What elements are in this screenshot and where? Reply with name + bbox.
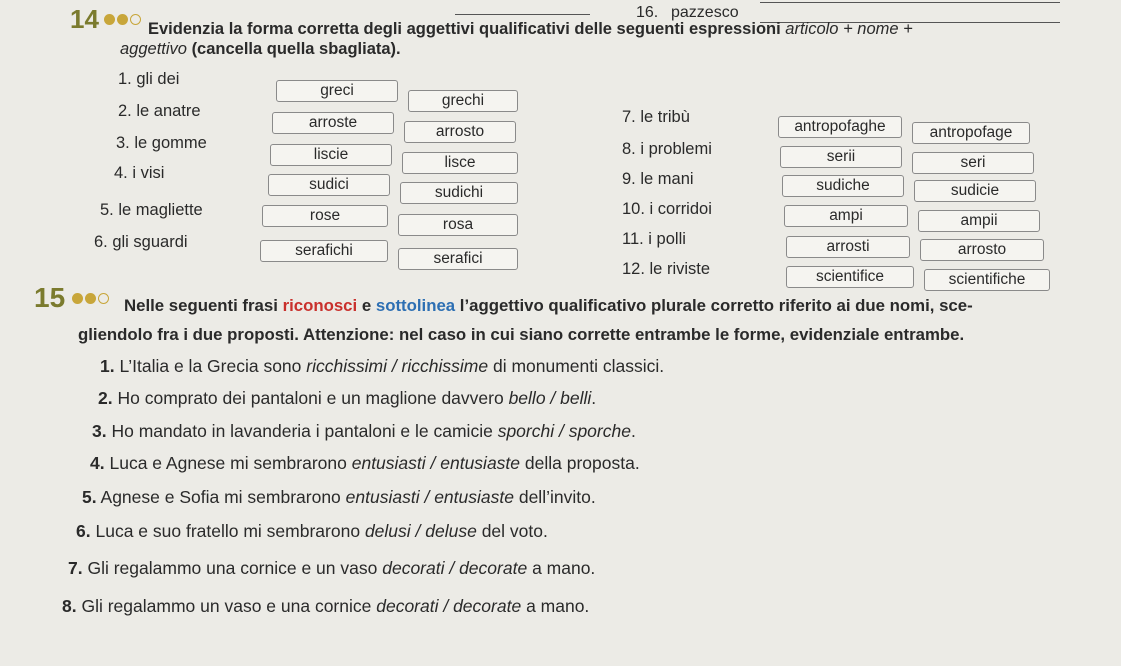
- option-a[interactable]: arroste: [272, 112, 394, 134]
- answer-line-16b: [760, 2, 1060, 3]
- dot-empty-icon: [130, 14, 141, 25]
- option-a[interactable]: serii: [780, 146, 902, 168]
- option-a[interactable]: ampi: [784, 205, 908, 227]
- sentence-item: 2. Ho comprato dei pantaloni e un maglione davvero bello / belli.: [98, 388, 597, 408]
- dot-full-icon: [72, 293, 83, 304]
- sentence-item: 5. Agnese e Sofia mi sembrarono entusiasti / entusiaste dell’invito.: [82, 487, 596, 507]
- option-a[interactable]: greci: [276, 80, 398, 102]
- option-b[interactable]: lisce: [402, 152, 518, 174]
- sentence-item: 6. Luca e suo fratello mi sembrarono delusi / deluse del voto.: [76, 521, 548, 541]
- option-a[interactable]: liscie: [270, 144, 392, 166]
- dot-full-icon: [104, 14, 115, 25]
- adjective-options[interactable]: entusiasti / entusiaste: [351, 453, 521, 473]
- option-b[interactable]: arrosto: [920, 239, 1044, 261]
- item-label: 12. le riviste: [622, 260, 711, 278]
- item-label: 11. i polli: [622, 230, 686, 248]
- adjective-options[interactable]: entusiasti / entusiaste: [345, 487, 514, 507]
- option-b[interactable]: antropofage: [912, 122, 1030, 144]
- adjective-options[interactable]: decorati / decorate: [376, 596, 522, 616]
- item-label: 8. i problemi: [622, 140, 712, 158]
- answer-line-top: [455, 14, 590, 15]
- option-b[interactable]: seri: [912, 152, 1034, 174]
- option-a[interactable]: sudiche: [782, 175, 904, 197]
- exercise-14-instruction-line2: aggettivo (cancella quella sbagliata).: [120, 40, 401, 58]
- item-label: 6. gli sguardi: [94, 233, 188, 251]
- option-b[interactable]: arrosto: [404, 121, 516, 143]
- item-label: 5. le magliette: [100, 201, 203, 219]
- difficulty-dots-14: [104, 14, 141, 25]
- sentence-item: 1. L’Italia e la Grecia sono ricchissimi / ricchissime di monumenti classici.: [100, 356, 665, 376]
- item-label: 3. le gomme: [116, 134, 207, 152]
- item-16-word: pazzesco: [671, 4, 739, 21]
- item-16-number: 16.: [636, 4, 659, 21]
- exercise-15-instruction: Nelle seguenti frasi riconosci e sottolinea l’aggettivo qualificativo plurale corretto riferito ai due nomi, sce-: [124, 296, 973, 315]
- sentence-item: 8. Gli regalammo un vaso e una cornice decorati / decorate a mano.: [62, 596, 590, 616]
- option-b[interactable]: serafici: [398, 248, 518, 270]
- option-a[interactable]: sudici: [268, 174, 390, 196]
- sentence-item: 7. Gli regalammo una cornice e un vaso decorati / decorate a mano.: [68, 558, 596, 578]
- item-label: 7. le tribù: [622, 108, 690, 126]
- option-b[interactable]: scientifiche: [924, 269, 1050, 291]
- exercise-14-instruction: Evidenzia la forma corretta degli aggettivi qualificativi delle seguenti espressioni articolo + nome +: [148, 20, 913, 38]
- option-b[interactable]: sudicie: [914, 180, 1036, 202]
- dot-full-icon: [85, 293, 96, 304]
- exercise-14-number: 14: [70, 4, 99, 34]
- adjective-options[interactable]: ricchissimi / ricchissime: [306, 356, 489, 376]
- difficulty-dots-15: [72, 293, 109, 304]
- sentence-item: 3. Ho mandato in lavanderia i pantaloni e le camicie sporchi / sporche.: [92, 421, 636, 441]
- item-label: 4. i visi: [114, 164, 165, 182]
- option-a[interactable]: antropofaghe: [778, 116, 902, 138]
- item-label: 2. le anatre: [118, 102, 201, 120]
- adjective-options[interactable]: delusi / deluse: [364, 521, 477, 541]
- option-a[interactable]: arrosti: [786, 236, 910, 258]
- item-label: 1. gli dei: [118, 70, 180, 88]
- option-b[interactable]: ampii: [918, 210, 1040, 232]
- exercise-15-number: 15: [34, 282, 66, 313]
- item-label: 9. le mani: [622, 170, 694, 188]
- option-b[interactable]: sudichi: [400, 182, 518, 204]
- option-a[interactable]: rose: [262, 205, 388, 227]
- adjective-options[interactable]: bello / belli: [508, 388, 592, 408]
- sentence-item: 4. Luca e Agnese mi sembrarono entusiasti / entusiaste della proposta.: [90, 453, 640, 473]
- exercise-15-instruction-line2: gliendolo fra i due proposti. Attenzione: nel caso in cui siano corrette entrambe le forme, evidenziale entrambe.: [78, 325, 965, 344]
- dot-full-icon: [117, 14, 128, 25]
- adjective-options[interactable]: decorati / decorate: [382, 558, 528, 578]
- option-b[interactable]: grechi: [408, 90, 518, 112]
- item-label: 10. i corridoi: [622, 200, 712, 218]
- option-b[interactable]: rosa: [398, 214, 518, 236]
- adjective-options[interactable]: sporchi / sporche: [497, 421, 631, 441]
- option-a[interactable]: serafichi: [260, 240, 388, 262]
- dot-empty-icon: [98, 293, 109, 304]
- option-a[interactable]: scientifice: [786, 266, 914, 288]
